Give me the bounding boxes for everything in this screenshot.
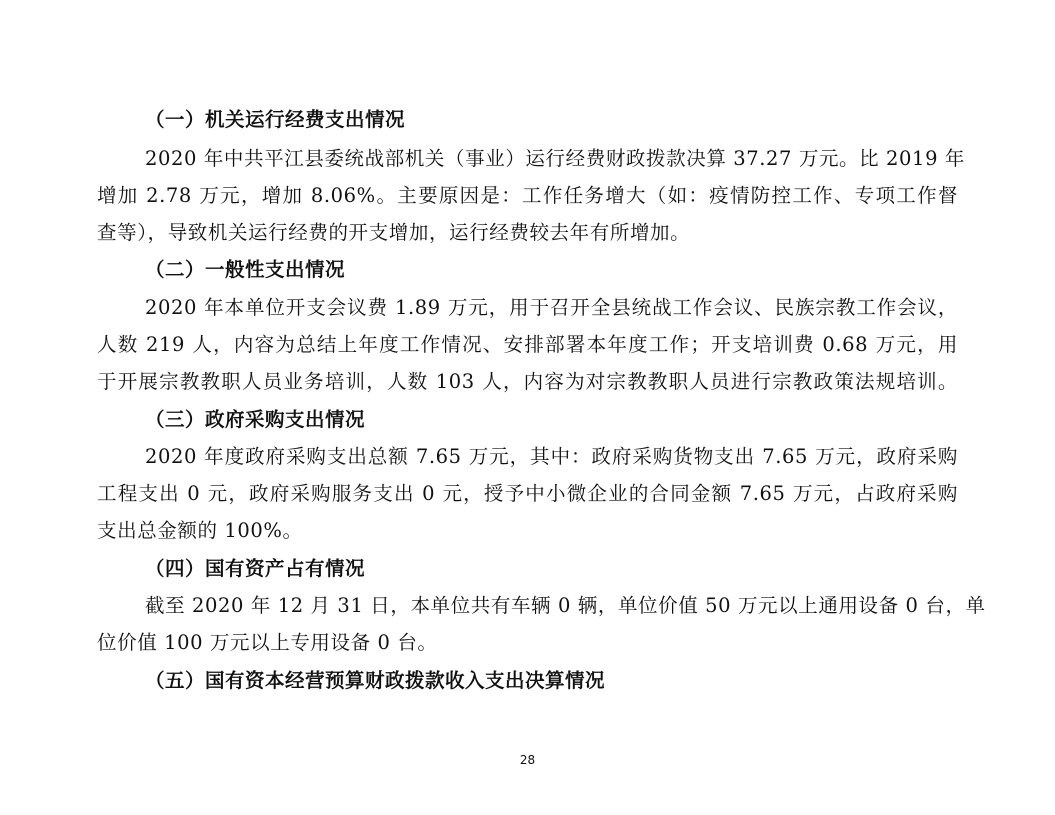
paragraph-line: 于开展宗教教职人员业务培训，人数 103 人，内容为对宗教教职人员进行宗教政策法规培训。	[97, 370, 958, 393]
paragraph-line: 2020 年本单位开支会议费 1.89 万元，用于召开全县统战工作会议、民族宗教工作会议，	[145, 296, 958, 319]
section-heading-3: （三）政府采购支出情况	[145, 408, 366, 431]
section-heading-2: （二）一般性支出情况	[145, 258, 346, 281]
section-heading-1: （一）机关运行经费支出情况	[145, 108, 406, 131]
page-number: 28	[519, 753, 536, 767]
paragraph-line: 2020 年度政府采购支出总额 7.65 万元，其中：政府采购货物支出 7.65 万元，政府采购	[145, 445, 958, 468]
paragraph-line: 2020 年中共平江县委统战部机关（事业）运行经费财政拨款决算 37.27 万元。比 2019 年	[145, 147, 965, 170]
paragraph-line: 人数 219 人，内容为总结上年度工作情况、安排部署本年度工作；开支培训费 0.68 万元，用	[97, 333, 958, 356]
paragraph-line: 支出总金额的 100%。	[97, 519, 303, 542]
paragraph-line: 截至 2020 年 12 月 31 日，本单位共有车辆 0 辆，单位价值 50 万元以上通用设备 0 台，单	[145, 594, 986, 617]
paragraph-line: 增加 2.78 万元，增加 8.06%。主要原因是：工作任务增大（如：疫情防控工作、专项工作督	[97, 184, 958, 207]
paragraph-line: 位价值 100 万元以上专用设备 0 台。	[97, 631, 438, 654]
paragraph-line: 工程支出 0 元，政府采购服务支出 0 元，授予中小微企业的合同金额 7.65 万元，占政府采购	[97, 482, 958, 505]
section-heading-5: （五）国有资本经营预算财政拨款收入支出决算情况	[145, 669, 606, 692]
section-heading-4: （四）国有资产占有情况	[145, 557, 366, 580]
paragraph-line: 查等），导致机关运行经费的开支增加，运行经费较去年有所增加。	[97, 221, 691, 244]
